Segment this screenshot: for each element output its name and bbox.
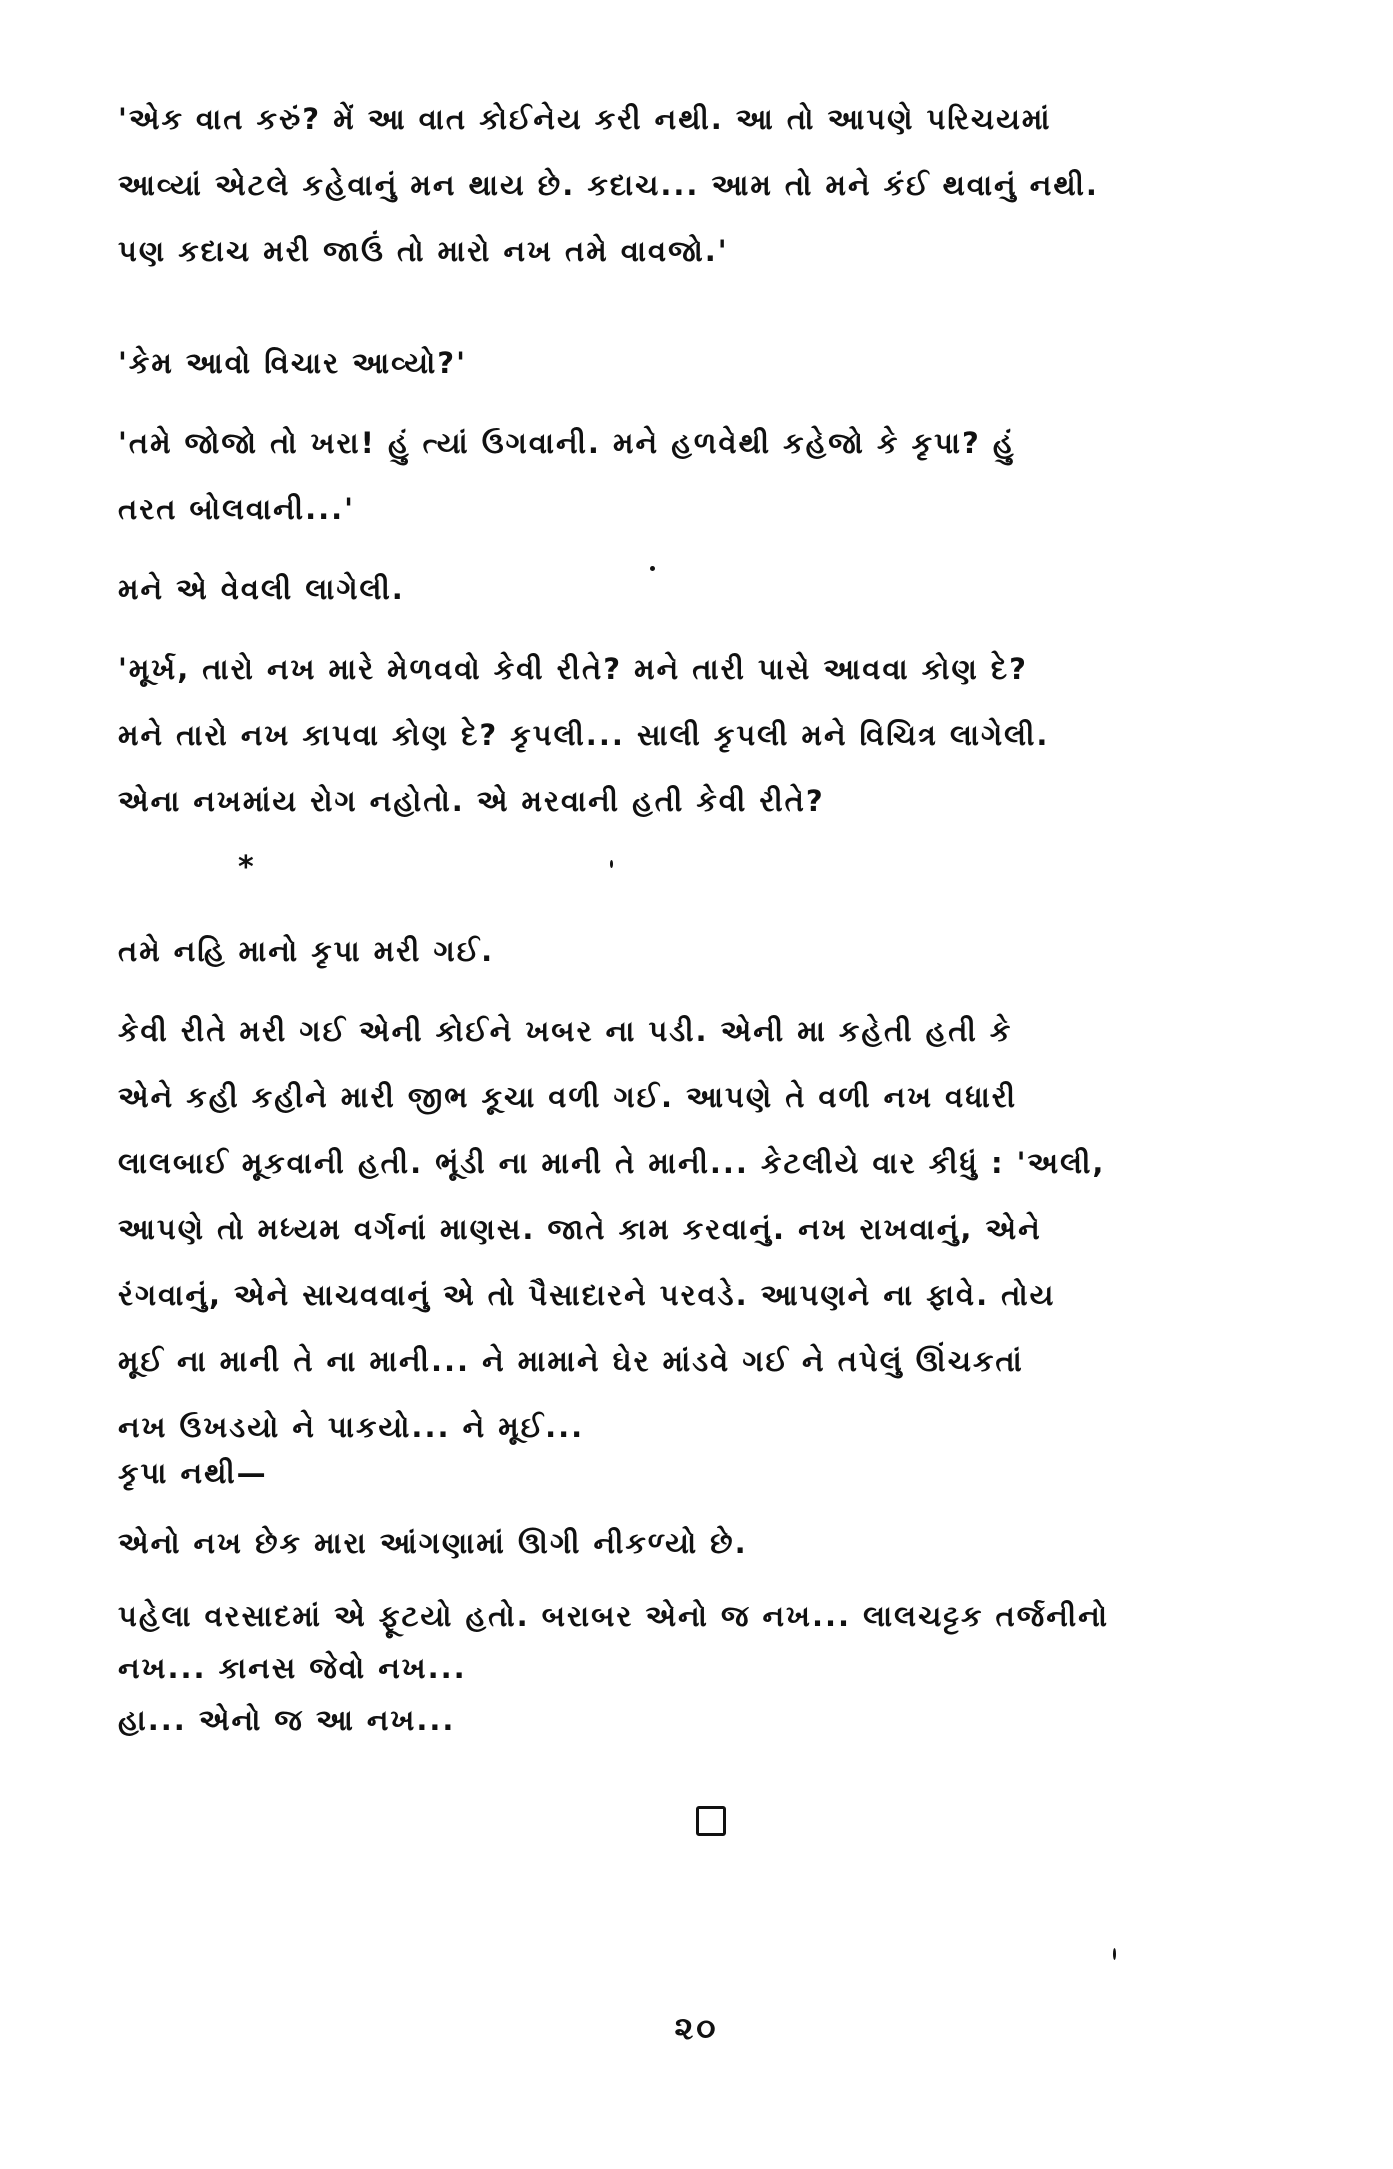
text-line: આપણે તો મધ્યમ વર્ગનાં માણસ. જાતે કામ કરવાનું. નખ રાખવાનું, એને xyxy=(118,1212,1042,1246)
paragraph xyxy=(118,410,1278,542)
paragraph xyxy=(118,918,1278,984)
text-line: લાલબાઈ મૂકવાની હતી. ભૂંડી ના માની તે માની... કેટલીયે વાર કીધું : 'અલી, xyxy=(118,1146,1106,1180)
text-line: તરત બોલવાની...' xyxy=(118,492,356,526)
text-line: એનો નખ છેક મારા આંગણામાં ઊગી નીકળ્યો છે. xyxy=(118,1526,748,1560)
scan-speck xyxy=(610,860,613,868)
text-line: કેવી રીતે મરી ગઈ એની કોઈને ખબર ના પડી. એની મા કહેતી હતી કે xyxy=(118,1014,1013,1048)
paragraph xyxy=(118,1440,1278,1506)
paragraph xyxy=(118,330,1278,396)
paragraph xyxy=(118,86,1278,284)
end-of-story-box-icon xyxy=(696,1806,726,1836)
text-line: 'મૂર્ખ, તારો નખ મારે મેળવવો કેવી રીતે? મને તારી પાસે આવવા કોણ દે? xyxy=(118,652,1028,686)
text-line: એના નખમાંય રોગ નહોતો. એ મરવાની હતી કેવી રીતે? xyxy=(118,784,825,818)
paragraph xyxy=(118,636,1278,834)
text-line: મને તારો નખ કાપવા કોણ દે? કૃપલી... સાલી કૃપલી મને વિચિત્ર લાગેલી. xyxy=(118,718,1050,752)
scan-speck xyxy=(1113,1948,1116,1960)
text-line: પણ કદાચ મરી જાઉં તો મારો નખ તમે વાવજો.' xyxy=(118,234,729,268)
text-line: મને એ વેવલી લાગેલી. xyxy=(118,572,405,606)
text-line: 'તમે જોજો તો ખરા! હું ત્યાં ઉગવાની. મને હળવેથી કહેજો કે કૃપા? હું xyxy=(118,426,1016,460)
text-line: નખ... કાનસ જેવો નખ... xyxy=(118,1651,467,1685)
paragraph xyxy=(118,556,1278,622)
section-separator: * xyxy=(238,850,254,885)
text-line: નખ ઉખડયો ને પાકયો... ને મૂઈ... xyxy=(118,1410,585,1444)
page-number: ૨૦ xyxy=(674,2009,719,2047)
text-line: પહેલા વરસાદમાં એ ફૂટયો હતો. બરાબર એનો જ નખ... લાલચટ્ટક તર્જનીનો xyxy=(118,1599,1109,1633)
text-line: 'કેમ આવો વિચાર આવ્યો?' xyxy=(118,346,467,380)
text-line: એને કહી કહીને મારી જીભ કૂચા વળી ગઈ. આપણે તે વળી નખ વધારી xyxy=(118,1080,1018,1114)
text-line: રંગવાનું, એને સાચવવાનું એ તો પૈસાદારને પરવડે. આપણને ના ફાવે. તોય xyxy=(118,1278,1056,1312)
text-line: તમે નહિ માનો કૃપા મરી ગઈ. xyxy=(118,934,495,968)
scan-speck xyxy=(650,566,655,571)
text-line: કૃપા નથી— xyxy=(118,1456,268,1490)
paragraph xyxy=(118,1590,1278,1746)
text-line: હા... એનો જ આ નખ... xyxy=(118,1703,456,1737)
text-line: આવ્યાં એટલે કહેવાનું મન થાય છે. કદાચ... આમ તો મને કંઈ થવાનું નથી. xyxy=(118,168,1099,202)
text-line: 'એક વાત કરું? મેં આ વાત કોઈનેય કરી નથી. આ તો આપણે પરિચયમાં xyxy=(118,102,1052,136)
text-line: મૂઈ ના માની તે ના માની... ને મામાને ઘેર માંડવે ગઈ ને તપેલું ઊંચકતાં xyxy=(118,1344,1024,1378)
paragraph xyxy=(118,1510,1278,1576)
paragraph xyxy=(118,998,1278,1460)
